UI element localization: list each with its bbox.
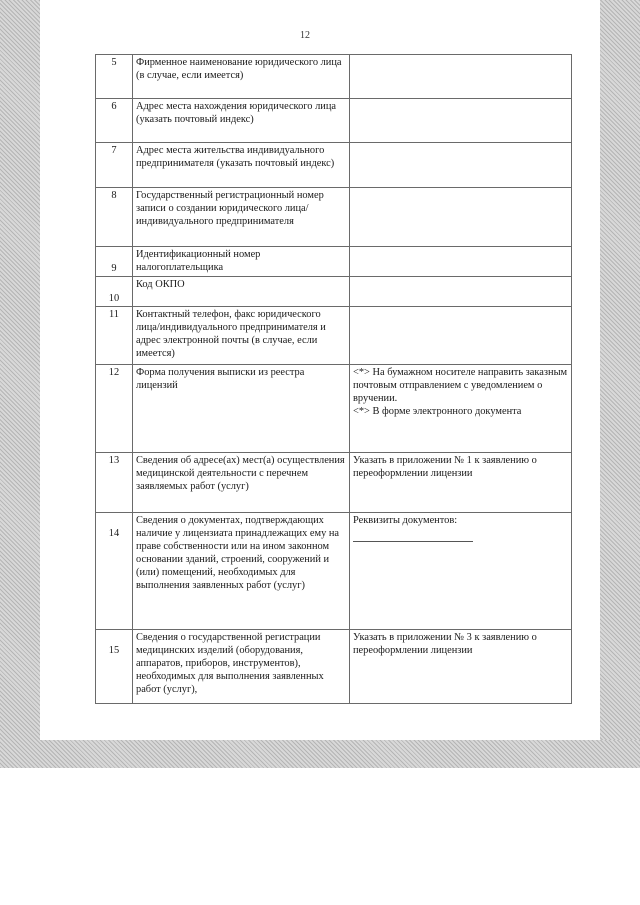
row-label: Сведения о документах, подтверждающих наличие у лицензиата принадлежащих ему на праве собственности или на ином законном основании зданий, строений, сооружений и (или) помещений, необходимых для выполнения заявленных работ (услуг) (133, 513, 350, 630)
row-number: 7 (96, 143, 133, 188)
row-number: 13 (96, 453, 133, 513)
delivery-option-paper: <*> На бумажном носителе направить заказным почтовым отправлением с уведомлением о вручении. (353, 367, 568, 404)
row-value (350, 188, 572, 247)
row-value (350, 55, 572, 99)
table-row (96, 143, 572, 188)
table-row (96, 453, 572, 513)
row-number: 6 (96, 99, 133, 143)
table-row (96, 247, 572, 277)
row-label: Государственный регистрационный номер записи о создании юридического лица/индивидуального предпринимателя (133, 188, 350, 247)
scan-border-bottom (0, 740, 640, 768)
row-value (350, 247, 572, 277)
scan-border-left (0, 0, 40, 768)
row-number: 14 (96, 513, 133, 630)
row-value (350, 307, 572, 365)
row-value: Указать в приложении № 1 к заявлению о переоформлении лицензии (350, 453, 572, 513)
table-row (96, 188, 572, 247)
document-details-label: Реквизиты документов: (353, 515, 458, 526)
document-details-blank-line (353, 541, 473, 542)
page-number: 12 (300, 30, 310, 41)
row-value (350, 513, 572, 630)
row-number: 15 (96, 630, 133, 704)
table-row (96, 99, 572, 143)
row-value: Указать в приложении № 3 к заявлению о переоформлении лицензии (350, 630, 572, 704)
row-label: Идентификационный номер налогоплательщика (133, 247, 350, 277)
row-value (350, 99, 572, 143)
row-number: 5 (96, 55, 133, 99)
row-label: Сведения об адресе(ах) мест(а) осуществления медицинской деятельности с перечнем заявляемых работ (услуг) (133, 453, 350, 513)
table-row (96, 513, 572, 630)
row-number: 10 (96, 277, 133, 307)
table-row (96, 365, 572, 453)
row-label: Сведения о государственной регистрации медицинских изделий (оборудования, аппаратов, приборов, инструментов), необходимых для выполнения заявленных работ (услуг), (133, 630, 350, 704)
row-label: Код ОКПО (133, 277, 350, 307)
table-row (96, 307, 572, 365)
application-form-table (95, 54, 572, 704)
row-number: 9 (96, 247, 133, 277)
row-label: Фирменное наименование юридического лица (в случае, если имеется) (133, 55, 350, 99)
row-number: 8 (96, 188, 133, 247)
row-number: 11 (96, 307, 133, 365)
table-row (96, 277, 572, 307)
table-row (96, 55, 572, 99)
row-label: Адрес места нахождения юридического лица (указать почтовый индекс) (133, 99, 350, 143)
row-value (350, 365, 572, 453)
row-label: Контактный телефон, факс юридического лица/индивидуального предпринимателя и адрес электронной почты (в случае, если имеется) (133, 307, 350, 365)
scan-border-right (600, 0, 640, 768)
table-row (96, 630, 572, 704)
row-value (350, 277, 572, 307)
row-label: Форма получения выписки из реестра лицензий (133, 365, 350, 453)
row-label: Адрес места жительства индивидуального предпринимателя (указать почтовый индекс) (133, 143, 350, 188)
row-value (350, 143, 572, 188)
delivery-option-electronic: <*> В форме электронного документа (353, 406, 522, 417)
row-number: 12 (96, 365, 133, 453)
